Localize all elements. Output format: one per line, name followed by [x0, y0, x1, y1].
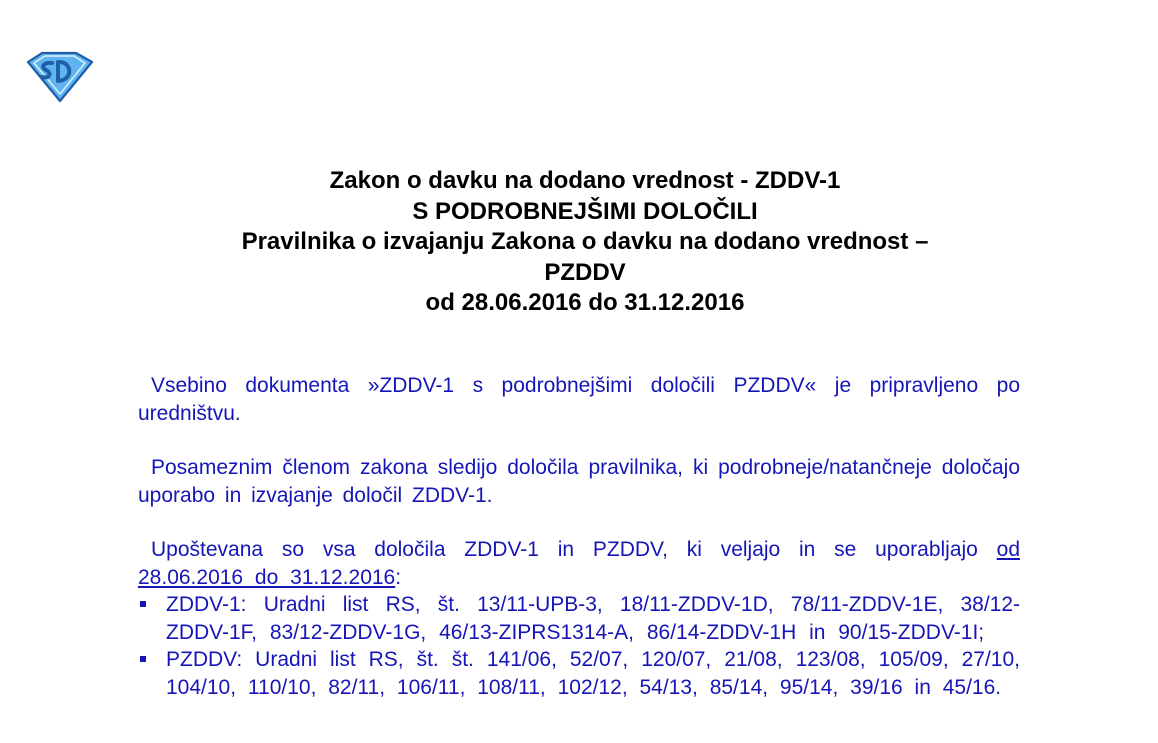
paragraph-content-note: Vsebino dokumenta »ZDDV-1 s podrobnejšimi določili PZDDV« je pripravljeno po uredništvu. — [138, 374, 1020, 425]
title-line-law-name: Zakon o davku na dodano vrednost - ZDDV-1 — [329, 167, 841, 194]
sd-logo — [22, 50, 96, 104]
sources-intro-text: Upoštevana so vsa določila ZDDV-1 in PZDDV, ki veljajo in se uporabljajo — [151, 538, 997, 561]
square-bullet-icon — [140, 591, 150, 618]
list-item-text: ZDDV-1: Uradni list RS, št. 13/11-UPB-3, 18/11-ZDDV-1D, 78/11-ZDDV-1E, 38/12-ZDDV-1F, 83/12-ZDDV-1G, 46/13-ZIPRS1314-A, 86/14-ZDDV-1H in 90/15-ZDDV-1I; — [166, 593, 1020, 644]
list-item-pzddv-sources — [138, 646, 1020, 701]
title-line-subtitle: S PODROBNEJŠIMI DOLOČILI — [412, 197, 758, 225]
document-body — [138, 372, 1020, 701]
paragraph-sources-intro — [138, 536, 1020, 591]
validity-date-range: od 28.06.2016 do 31.12.2016 — [138, 538, 1020, 589]
paragraph-structure-note: Posameznim členom zakona sledijo določila pravilnika, ki podrobneje/natančneje določajo uporabo in izvajanje določil ZDDV-1. — [138, 456, 1020, 507]
title-line-validity-period: od 28.06.2016 do 31.12.2016 — [425, 289, 745, 317]
title-line-regulation: Pravilnika o izvajanju Zakona o davku na dodano vrednost – — [241, 228, 929, 256]
square-bullet-icon — [140, 646, 150, 673]
sources-intro-colon: : — [395, 565, 402, 589]
list-item-zddv-sources — [138, 591, 1020, 646]
document-title — [150, 166, 1020, 319]
sources-list — [138, 591, 1020, 701]
title-line-abbreviation: PZDDV — [544, 258, 626, 286]
list-item-text: PZDDV: Uradni list RS, št. št. 141/06, 52/07, 120/07, 21/08, 123/08, 105/09, 27/10, 104/10, 110/10, 82/11, 106/11, 108/11, 102/12, 54/13, 85/14, 95/14, 39/16 in 45/16. — [166, 648, 1020, 699]
